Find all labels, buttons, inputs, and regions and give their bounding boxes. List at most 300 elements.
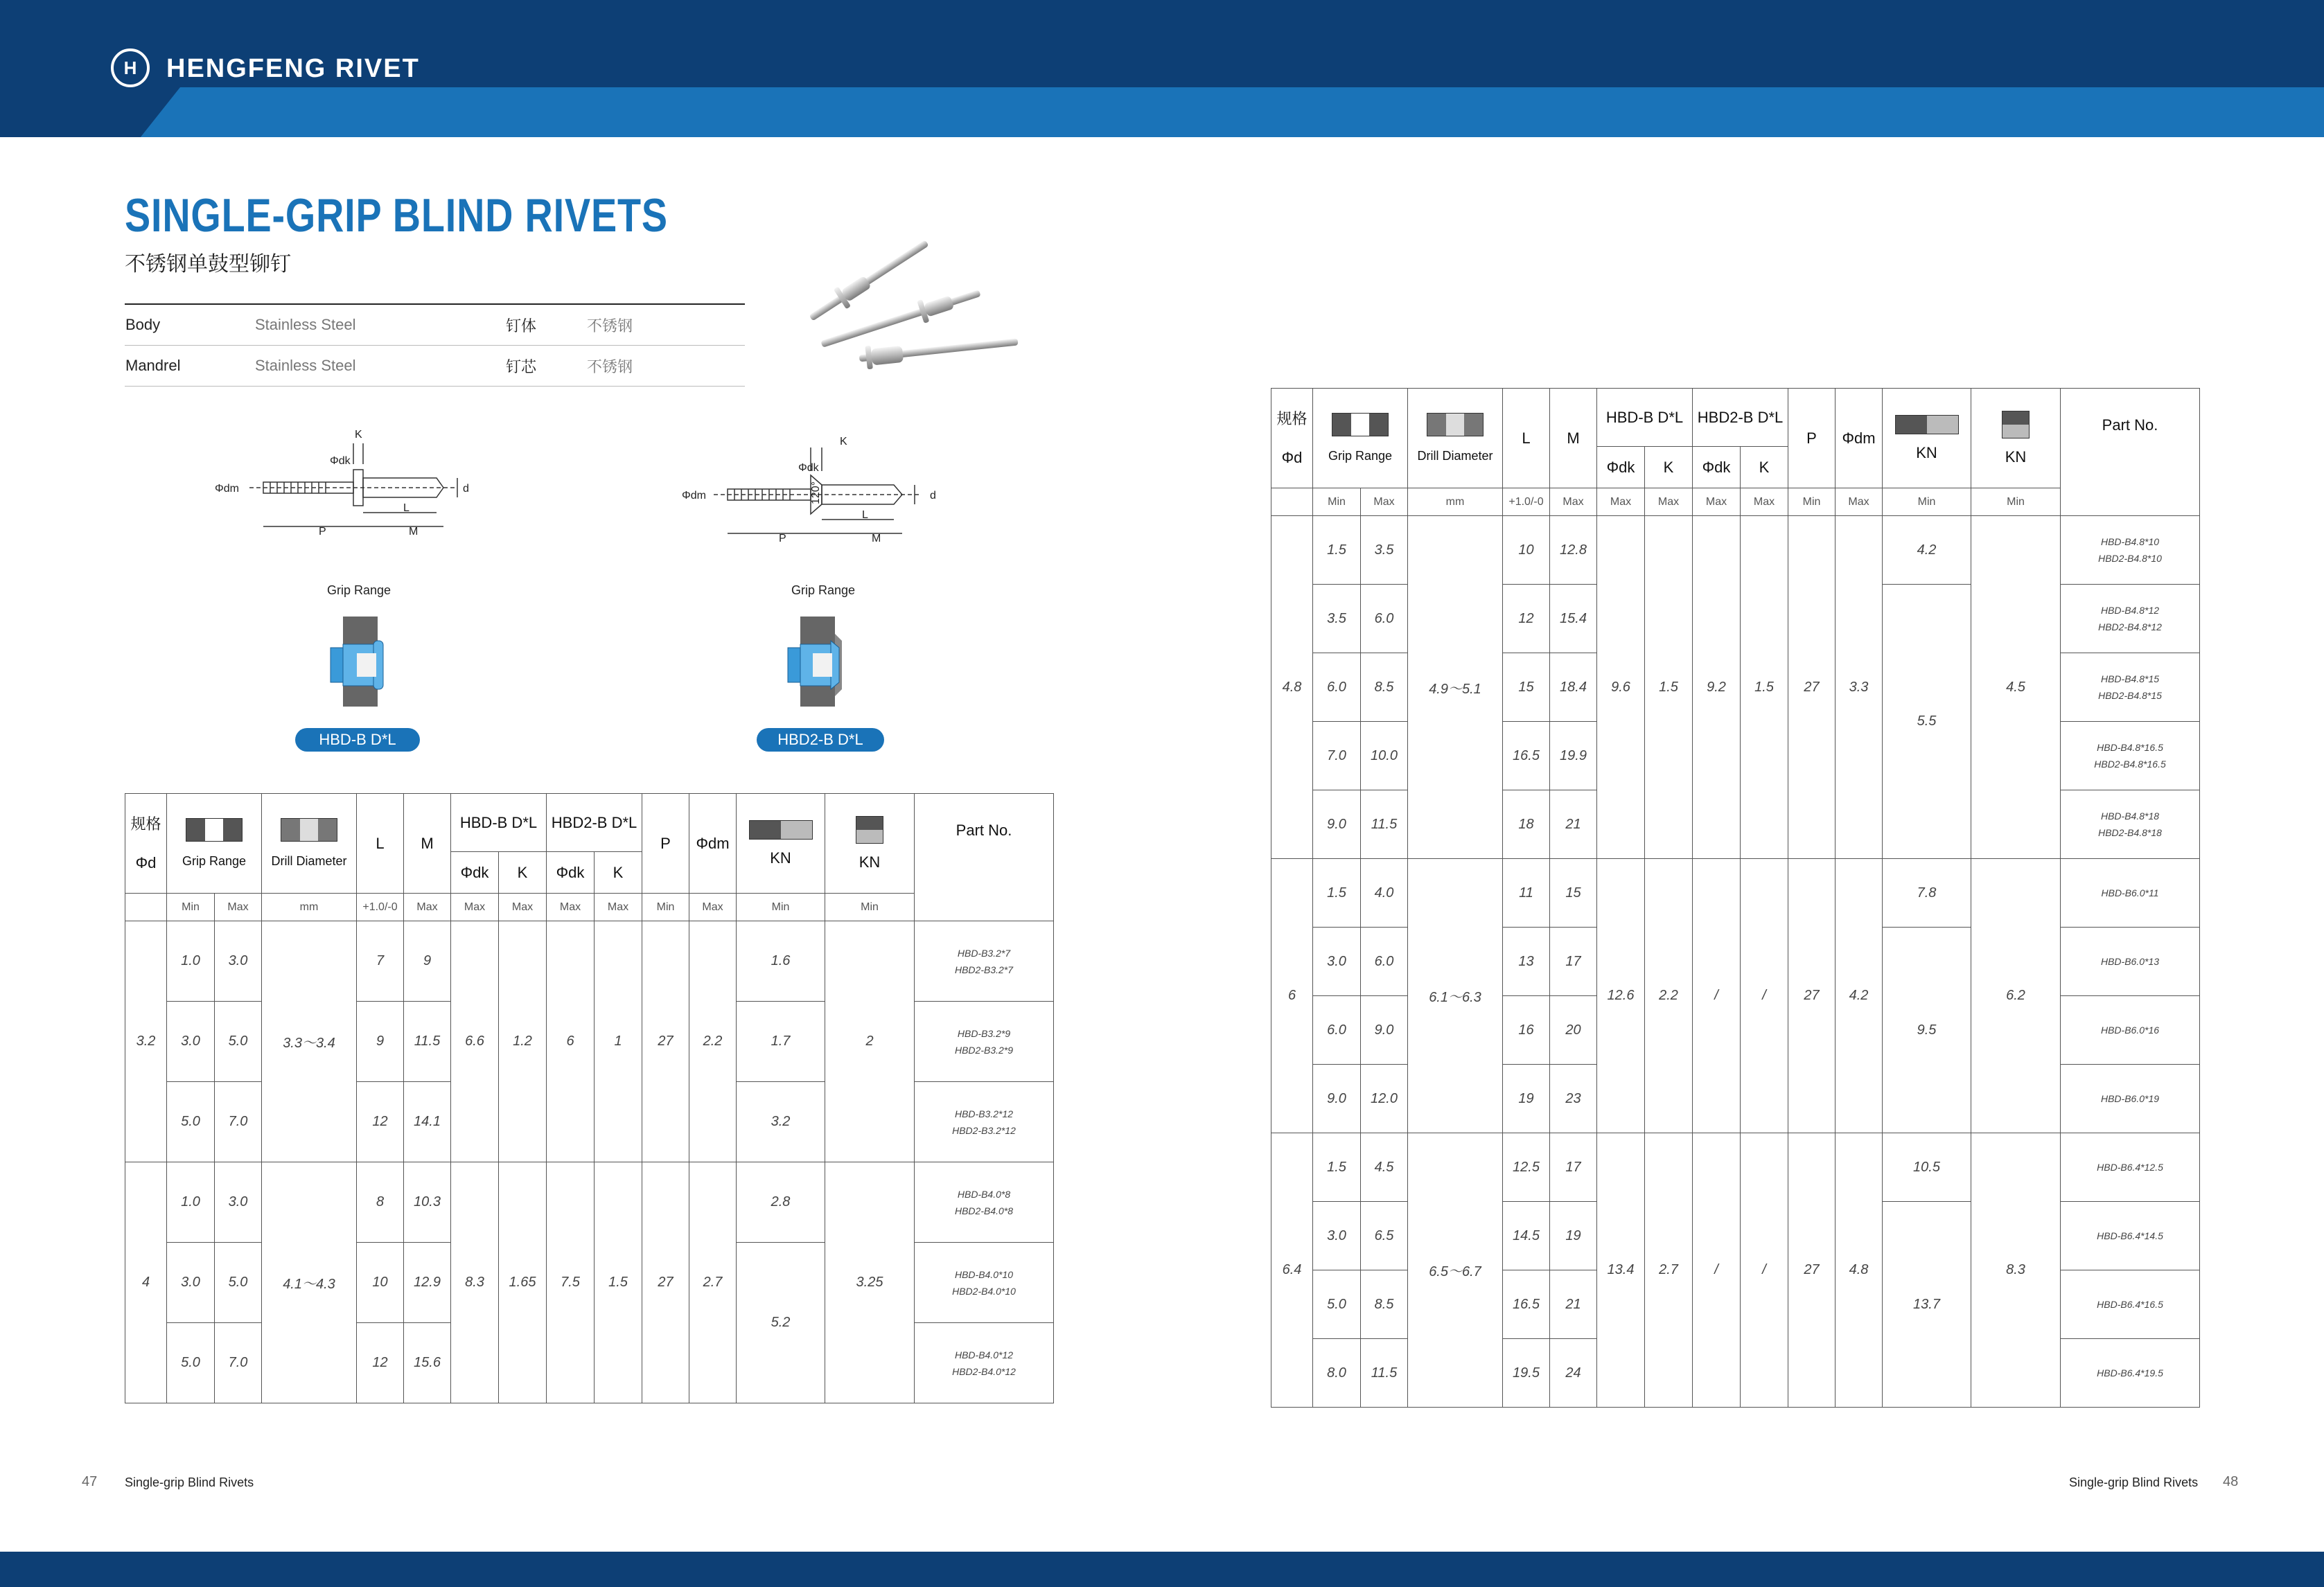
cell-part-no bbox=[2061, 1339, 2200, 1408]
dim-K-label: K bbox=[840, 436, 847, 447]
col-kn-tensile bbox=[825, 794, 915, 894]
cell-grip-max: 6.0 bbox=[1361, 928, 1408, 996]
cell-hbd-k: 1.5 bbox=[1645, 516, 1693, 859]
cell-grip-max: 11.5 bbox=[1361, 1339, 1408, 1408]
col-drill-diameter bbox=[262, 794, 357, 894]
rivet-drawing-countersunk bbox=[672, 429, 963, 554]
cell-d: 4 bbox=[125, 1162, 167, 1403]
header-unit-row bbox=[1271, 488, 2200, 516]
cell-hbd2-k: 1.5 bbox=[595, 1162, 642, 1403]
cell-kn-shear: 7.8 bbox=[1883, 859, 1971, 928]
part-number: HBD-B4.8*16.5 bbox=[2097, 742, 2163, 753]
dim-phidk-label: Φdk bbox=[330, 455, 351, 467]
spec-cn-label: 钉体 bbox=[505, 305, 586, 346]
unit-tol: +1.0/-0 bbox=[1503, 488, 1550, 516]
col-grip-range bbox=[1313, 389, 1408, 488]
unit-blank bbox=[125, 894, 167, 921]
cell-kn-tensile: 2 bbox=[825, 921, 915, 1162]
cell-L: 10 bbox=[1503, 516, 1550, 585]
cell-drill: 3.3～3.4 bbox=[262, 921, 357, 1162]
cell-drill: 4.9～5.1 bbox=[1408, 516, 1503, 859]
cell-grip-max: 8.5 bbox=[1361, 1270, 1408, 1339]
unit-mm: mm bbox=[262, 894, 357, 921]
cell-M: 12.9 bbox=[404, 1243, 451, 1323]
part-number: HBD2-B3.2*7 bbox=[954, 964, 1014, 975]
unit-max: Max bbox=[689, 894, 737, 921]
spec-value: Stainless Steel bbox=[254, 305, 505, 346]
unit-tol: +1.0/-0 bbox=[357, 894, 404, 921]
unit-max: Max bbox=[1836, 488, 1883, 516]
cell-grip-max: 7.0 bbox=[215, 1323, 262, 1403]
col-spec-cn: 规格 bbox=[1276, 409, 1308, 427]
col-kn-shear-label: KN bbox=[770, 849, 791, 867]
cell-dm: 4.8 bbox=[1836, 1133, 1883, 1408]
col-part-no: Part No. bbox=[2061, 389, 2200, 516]
cell-dm: 2.7 bbox=[689, 1162, 737, 1403]
part-number: HBD2-B3.2*9 bbox=[954, 1044, 1014, 1056]
spec-table-left bbox=[125, 793, 1054, 1403]
col-hbd2: HBD2-B D*L bbox=[547, 794, 642, 852]
col-L: L bbox=[1503, 389, 1550, 488]
col-drill-diameter-label: Drill Diameter bbox=[271, 853, 347, 868]
unit-min: Min bbox=[737, 894, 825, 921]
part-number: HBD2-B4.8*15 bbox=[2098, 690, 2162, 701]
cell-part-no bbox=[2061, 996, 2200, 1065]
cell-grip-max: 3.5 bbox=[1361, 516, 1408, 585]
spec-label: Mandrel bbox=[125, 346, 254, 387]
cell-dm: 3.3 bbox=[1836, 516, 1883, 859]
cell-M: 17 bbox=[1550, 928, 1597, 996]
unit-max: Max bbox=[499, 894, 547, 921]
part-number: HBD2-B4.8*16.5 bbox=[2094, 759, 2166, 770]
cell-hbd-k: 2.7 bbox=[1645, 1133, 1693, 1408]
cell-grip-max: 12.0 bbox=[1361, 1065, 1408, 1133]
cell-part-no bbox=[915, 1002, 1054, 1082]
cell-grip-min: 9.0 bbox=[1313, 1065, 1361, 1133]
cell-d: 4.8 bbox=[1271, 516, 1313, 859]
cell-L: 15 bbox=[1503, 653, 1550, 722]
cell-kn-shear: 4.2 bbox=[1883, 516, 1971, 585]
header-unit-row bbox=[125, 894, 1054, 921]
dim-phidk-label: Φdk bbox=[798, 462, 819, 474]
table-row bbox=[1271, 516, 2200, 585]
rivet-drawing-dome bbox=[208, 423, 499, 547]
cell-L: 8 bbox=[357, 1162, 404, 1243]
cell-M: 12.8 bbox=[1550, 516, 1597, 585]
cell-grip-max: 10.0 bbox=[1361, 722, 1408, 790]
cell-L: 19 bbox=[1503, 1065, 1550, 1133]
shear-header-icon bbox=[749, 820, 813, 840]
cell-L: 12 bbox=[357, 1323, 404, 1403]
col-kn-shear bbox=[1883, 389, 1971, 488]
dim-P-label: P bbox=[319, 526, 326, 538]
cell-hbd2-k: 1.5 bbox=[1741, 516, 1788, 859]
cell-L: 16.5 bbox=[1503, 1270, 1550, 1339]
cell-M: 14.1 bbox=[404, 1082, 451, 1162]
cell-L: 14.5 bbox=[1503, 1202, 1550, 1270]
col-hbd-k: K bbox=[499, 852, 547, 894]
cell-L: 16 bbox=[1503, 996, 1550, 1065]
cell-P: 27 bbox=[642, 1162, 689, 1403]
part-number: HBD-B6.4*12.5 bbox=[2097, 1162, 2163, 1173]
cell-d: 3.2 bbox=[125, 921, 167, 1162]
cell-part-no bbox=[2061, 1202, 2200, 1270]
col-phid: Φd bbox=[1281, 448, 1303, 466]
cell-L: 18 bbox=[1503, 790, 1550, 859]
spec-label: Body bbox=[125, 305, 254, 346]
cell-grip-min: 1.5 bbox=[1313, 1133, 1361, 1202]
cell-grip-max: 6.0 bbox=[1361, 585, 1408, 653]
spec-cn-value: 不锈钢 bbox=[586, 305, 745, 346]
part-number: HBD-B3.2*7 bbox=[957, 947, 1011, 959]
cell-hbd-k: 1.65 bbox=[499, 1162, 547, 1403]
col-grip-range-label: Grip Range bbox=[1328, 448, 1393, 463]
cell-part-no bbox=[2061, 859, 2200, 928]
cell-hbd2-k: 1 bbox=[595, 921, 642, 1162]
part-number: HBD-B4.0*8 bbox=[957, 1188, 1011, 1200]
cell-L: 11 bbox=[1503, 859, 1550, 928]
cell-drill: 6.1～6.3 bbox=[1408, 859, 1503, 1133]
col-phid: Φd bbox=[135, 853, 157, 871]
cell-grip-max: 4.0 bbox=[1361, 859, 1408, 928]
col-hbd: HBD-B D*L bbox=[451, 794, 547, 852]
tensile-header-icon bbox=[2002, 411, 2030, 438]
cell-P: 27 bbox=[642, 921, 689, 1162]
cell-M: 19.9 bbox=[1550, 722, 1597, 790]
col-hbd-dk: Φdk bbox=[1597, 447, 1645, 488]
cell-L: 9 bbox=[357, 1002, 404, 1082]
table-body bbox=[125, 921, 1054, 1403]
col-hbd-k: K bbox=[1645, 447, 1693, 488]
cell-L: 7 bbox=[357, 921, 404, 1002]
drill-diameter-header-icon bbox=[281, 818, 337, 842]
col-M: M bbox=[404, 794, 451, 894]
cell-hbd2-dk: 9.2 bbox=[1693, 516, 1741, 859]
part-number: HBD-B3.2*12 bbox=[954, 1108, 1014, 1119]
cell-P: 27 bbox=[1788, 516, 1836, 859]
cell-part-no bbox=[2061, 1065, 2200, 1133]
dim-phidm-label: Φdm bbox=[682, 490, 706, 502]
col-hbd2-dk: Φdk bbox=[1693, 447, 1741, 488]
unit-max: Max bbox=[1361, 488, 1408, 516]
unit-min: Min bbox=[1788, 488, 1836, 516]
unit-max: Max bbox=[451, 894, 499, 921]
cell-grip-max: 3.0 bbox=[215, 921, 262, 1002]
part-number: HBD-B6.0*19 bbox=[2100, 1093, 2160, 1104]
cell-kn-tensile: 4.5 bbox=[1971, 516, 2061, 859]
cell-grip-min: 3.0 bbox=[167, 1243, 215, 1323]
cell-kn-tensile: 3.25 bbox=[825, 1162, 915, 1403]
table-row bbox=[1271, 859, 2200, 928]
cell-grip-max: 8.5 bbox=[1361, 653, 1408, 722]
grip-range-header-icon bbox=[186, 818, 243, 842]
cell-d: 6 bbox=[1271, 859, 1313, 1133]
drill-diameter-header-icon bbox=[1427, 413, 1484, 436]
material-spec-table bbox=[125, 305, 745, 387]
part-number: HBD-B6.4*19.5 bbox=[2097, 1367, 2163, 1378]
part-number: HBD-B6.0*13 bbox=[2100, 956, 2160, 967]
footer-section-right: Single-grip Blind Rivets bbox=[2069, 1475, 2199, 1489]
cell-grip-min: 3.5 bbox=[1313, 585, 1361, 653]
grip-range-icon-dome bbox=[315, 613, 405, 710]
unit-max: Max bbox=[1645, 488, 1693, 516]
col-kn-shear bbox=[737, 794, 825, 894]
part-number: HBD-B4.0*12 bbox=[954, 1349, 1014, 1360]
page-number-left: 47 bbox=[82, 1474, 98, 1489]
cell-hbd2-dk: 6 bbox=[547, 921, 595, 1162]
shear-header-icon bbox=[1895, 415, 1959, 434]
cell-drill: 4.1～4.3 bbox=[262, 1162, 357, 1403]
cell-hbd2-dk: / bbox=[1693, 1133, 1741, 1408]
cell-grip-min: 9.0 bbox=[1313, 790, 1361, 859]
cell-hbd-k: 1.2 bbox=[499, 921, 547, 1162]
cell-M: 15.6 bbox=[404, 1323, 451, 1403]
cell-d: 6.4 bbox=[1271, 1133, 1313, 1408]
cell-kn-shear: 5.5 bbox=[1883, 585, 1971, 859]
col-kn-tensile bbox=[1971, 389, 2061, 488]
spec-row bbox=[125, 346, 745, 387]
dim-L-label: L bbox=[862, 509, 868, 521]
cell-dm: 2.2 bbox=[689, 921, 737, 1162]
part-number: HBD-B4.8*12 bbox=[2100, 605, 2160, 616]
col-P: P bbox=[642, 794, 689, 894]
col-part-no: Part No. bbox=[915, 794, 1054, 921]
part-number: HBD-B6.0*16 bbox=[2100, 1025, 2160, 1036]
col-hbd2-k: K bbox=[595, 852, 642, 894]
cell-L: 13 bbox=[1503, 928, 1550, 996]
unit-max: Max bbox=[1550, 488, 1597, 516]
dim-d-label: d bbox=[463, 483, 469, 495]
brand-name: HENGFENG RIVET bbox=[166, 54, 420, 83]
cell-part-no bbox=[915, 1082, 1054, 1162]
cell-grip-min: 8.0 bbox=[1313, 1339, 1361, 1408]
cell-grip-max: 3.0 bbox=[215, 1162, 262, 1243]
cell-M: 19 bbox=[1550, 1202, 1597, 1270]
cell-M: 9 bbox=[404, 921, 451, 1002]
unit-min: Min bbox=[642, 894, 689, 921]
col-spec bbox=[125, 794, 167, 894]
cell-grip-max: 9.0 bbox=[1361, 996, 1408, 1065]
cell-L: 19.5 bbox=[1503, 1339, 1550, 1408]
cell-kn-shear: 10.5 bbox=[1883, 1133, 1971, 1202]
page-subtitle: 不锈钢单鼓型铆钉 bbox=[125, 253, 291, 276]
cell-drill: 6.5～6.7 bbox=[1408, 1133, 1503, 1408]
cell-M: 10.3 bbox=[404, 1162, 451, 1243]
part-number: HBD-B6.0*11 bbox=[2101, 887, 2159, 898]
cell-grip-max: 5.0 bbox=[215, 1002, 262, 1082]
part-number: HBD-B6.4*16.5 bbox=[2097, 1299, 2163, 1310]
col-spec bbox=[1271, 389, 1313, 488]
cell-hbd2-dk: / bbox=[1693, 859, 1741, 1133]
cell-M: 21 bbox=[1550, 1270, 1597, 1339]
col-phidm: Φdm bbox=[689, 794, 737, 894]
col-spec-cn: 规格 bbox=[130, 815, 161, 833]
cell-M: 18.4 bbox=[1550, 653, 1597, 722]
cell-hbd-dk: 13.4 bbox=[1597, 1133, 1645, 1408]
cell-part-no bbox=[2061, 1133, 2200, 1202]
cell-grip-max: 7.0 bbox=[215, 1082, 262, 1162]
cell-grip-max: 4.5 bbox=[1361, 1133, 1408, 1202]
grip-range-label-right: Grip Range bbox=[791, 583, 856, 597]
dim-P-label: P bbox=[779, 533, 786, 544]
part-number: HBD-B4.8*15 bbox=[2100, 673, 2160, 684]
table-body bbox=[1271, 516, 2200, 1408]
unit-min: Min bbox=[1971, 488, 2061, 516]
tensile-header-icon bbox=[856, 816, 883, 844]
cell-hbd2-dk: 7.5 bbox=[547, 1162, 595, 1403]
footer-section-left: Single-grip Blind Rivets bbox=[125, 1475, 254, 1489]
cell-part-no bbox=[915, 1162, 1054, 1243]
cell-grip-min: 6.0 bbox=[1313, 653, 1361, 722]
dim-phidm-label: Φdm bbox=[215, 483, 239, 495]
part-number: HBD2-B4.8*18 bbox=[2098, 827, 2162, 838]
cell-kn-shear: 9.5 bbox=[1883, 928, 1971, 1133]
cell-dm: 4.2 bbox=[1836, 859, 1883, 1133]
cell-grip-min: 1.0 bbox=[167, 921, 215, 1002]
col-phidm: Φdm bbox=[1836, 389, 1883, 488]
grip-range-icon-countersunk bbox=[773, 613, 863, 710]
cell-kn-tensile: 6.2 bbox=[1971, 859, 2061, 1133]
unit-max: Max bbox=[1693, 488, 1741, 516]
col-grip-range bbox=[167, 794, 262, 894]
unit-max: Max bbox=[215, 894, 262, 921]
cell-part-no bbox=[2061, 722, 2200, 790]
spec-cn-label: 钉芯 bbox=[505, 346, 586, 387]
dim-L-label: L bbox=[403, 502, 410, 514]
cell-M: 15.4 bbox=[1550, 585, 1597, 653]
unit-blank bbox=[1271, 488, 1313, 516]
cell-grip-min: 5.0 bbox=[1313, 1270, 1361, 1339]
page-number-right: 48 bbox=[2223, 1474, 2239, 1489]
cell-kn-shear: 1.7 bbox=[737, 1002, 825, 1082]
cell-kn-shear: 3.2 bbox=[737, 1082, 825, 1162]
cell-part-no bbox=[2061, 516, 2200, 585]
part-number: HBD-B6.4*14.5 bbox=[2097, 1230, 2163, 1241]
unit-max: Max bbox=[595, 894, 642, 921]
cell-M: 21 bbox=[1550, 790, 1597, 859]
cell-hbd-k: 2.2 bbox=[1645, 859, 1693, 1133]
dim-d-label: d bbox=[930, 490, 936, 502]
cell-M: 20 bbox=[1550, 996, 1597, 1065]
table-row bbox=[125, 1162, 1054, 1243]
dim-M-label: M bbox=[872, 533, 881, 544]
cell-M: 23 bbox=[1550, 1065, 1597, 1133]
cell-part-no bbox=[915, 921, 1054, 1002]
unit-min: Min bbox=[1313, 488, 1361, 516]
cell-grip-max: 11.5 bbox=[1361, 790, 1408, 859]
spec-cn-value: 不锈钢 bbox=[586, 346, 745, 387]
model-badge-hbd2: HBD2-B D*L bbox=[757, 728, 884, 752]
part-number: HBD-B4.8*10 bbox=[2100, 536, 2160, 547]
grip-range-header-icon bbox=[1332, 413, 1389, 436]
spec-value: Stainless Steel bbox=[254, 346, 505, 387]
col-hbd-dk: Φdk bbox=[451, 852, 499, 894]
cell-grip-max: 6.5 bbox=[1361, 1202, 1408, 1270]
dim-angle-label: 120° bbox=[810, 481, 822, 504]
cell-M: 17 bbox=[1550, 1133, 1597, 1202]
cell-part-no bbox=[2061, 653, 2200, 722]
page-title: SINGLE-GRIP BLIND RIVETS bbox=[125, 189, 668, 242]
cell-M: 11.5 bbox=[404, 1002, 451, 1082]
dim-K-label: K bbox=[355, 429, 362, 441]
part-number: HBD-B4.8*18 bbox=[2100, 810, 2160, 822]
cell-P: 27 bbox=[1788, 1133, 1836, 1408]
cell-grip-min: 3.0 bbox=[167, 1002, 215, 1082]
header-row bbox=[1271, 389, 2200, 447]
cell-kn-shear: 13.7 bbox=[1883, 1202, 1971, 1408]
cell-hbd-dk: 9.6 bbox=[1597, 516, 1645, 859]
unit-max: Max bbox=[404, 894, 451, 921]
cell-hbd-dk: 6.6 bbox=[451, 921, 499, 1162]
cell-grip-min: 6.0 bbox=[1313, 996, 1361, 1065]
dim-M-label: M bbox=[409, 526, 419, 538]
cell-hbd-dk: 8.3 bbox=[451, 1162, 499, 1403]
unit-max: Max bbox=[547, 894, 595, 921]
unit-min: Min bbox=[1883, 488, 1971, 516]
model-badge-hbd: HBD-B D*L bbox=[295, 728, 420, 752]
cell-grip-max: 5.0 bbox=[215, 1243, 262, 1323]
part-number: HBD2-B4.8*10 bbox=[2098, 553, 2162, 564]
cell-L: 16.5 bbox=[1503, 722, 1550, 790]
unit-min: Min bbox=[167, 894, 215, 921]
cell-hbd2-k: / bbox=[1741, 1133, 1788, 1408]
col-drill-diameter-label: Drill Diameter bbox=[1417, 448, 1493, 463]
rivet-photo bbox=[790, 201, 1025, 381]
cell-grip-min: 1.0 bbox=[167, 1162, 215, 1243]
cell-part-no bbox=[2061, 790, 2200, 859]
cell-kn-shear: 1.6 bbox=[737, 921, 825, 1002]
part-number: HBD2-B4.0*12 bbox=[952, 1365, 1016, 1377]
col-kn-shear-label: KN bbox=[1916, 443, 1937, 461]
cell-kn-shear: 5.2 bbox=[737, 1243, 825, 1403]
table-row bbox=[125, 921, 1054, 1002]
cell-kn-shear: 2.8 bbox=[737, 1162, 825, 1243]
col-M: M bbox=[1550, 389, 1597, 488]
cell-grip-min: 3.0 bbox=[1313, 928, 1361, 996]
cell-M: 15 bbox=[1550, 859, 1597, 928]
cell-part-no bbox=[915, 1323, 1054, 1403]
cell-M: 24 bbox=[1550, 1339, 1597, 1408]
unit-max: Max bbox=[1741, 488, 1788, 516]
col-kn-tensile-label: KN bbox=[2005, 447, 2027, 466]
cell-L: 12 bbox=[1503, 585, 1550, 653]
col-kn-tensile-label: KN bbox=[859, 853, 881, 871]
spec-table-right bbox=[1271, 388, 2200, 1408]
col-hbd2-k: K bbox=[1741, 447, 1788, 488]
col-drill-diameter bbox=[1408, 389, 1503, 488]
cell-part-no bbox=[2061, 585, 2200, 653]
cell-hbd2-k: / bbox=[1741, 859, 1788, 1133]
cell-grip-min: 5.0 bbox=[167, 1082, 215, 1162]
col-L: L bbox=[357, 794, 404, 894]
part-number: HBD2-B4.0*10 bbox=[952, 1285, 1016, 1297]
cell-hbd-dk: 12.6 bbox=[1597, 859, 1645, 1133]
part-number: HBD2-B4.0*8 bbox=[954, 1205, 1014, 1216]
cell-grip-min: 1.5 bbox=[1313, 859, 1361, 928]
cell-kn-tensile: 8.3 bbox=[1971, 1133, 2061, 1408]
part-number: HBD2-B3.2*12 bbox=[952, 1124, 1016, 1136]
unit-max: Max bbox=[1597, 488, 1645, 516]
cell-grip-min: 3.0 bbox=[1313, 1202, 1361, 1270]
brand-logo-icon: H bbox=[111, 48, 150, 87]
cell-grip-min: 5.0 bbox=[167, 1323, 215, 1403]
cell-part-no bbox=[2061, 1270, 2200, 1339]
col-hbd2-dk: Φdk bbox=[547, 852, 595, 894]
col-grip-range-label: Grip Range bbox=[182, 853, 247, 868]
unit-min: Min bbox=[825, 894, 915, 921]
spec-row bbox=[125, 305, 745, 346]
part-number: HBD-B3.2*9 bbox=[957, 1027, 1011, 1039]
